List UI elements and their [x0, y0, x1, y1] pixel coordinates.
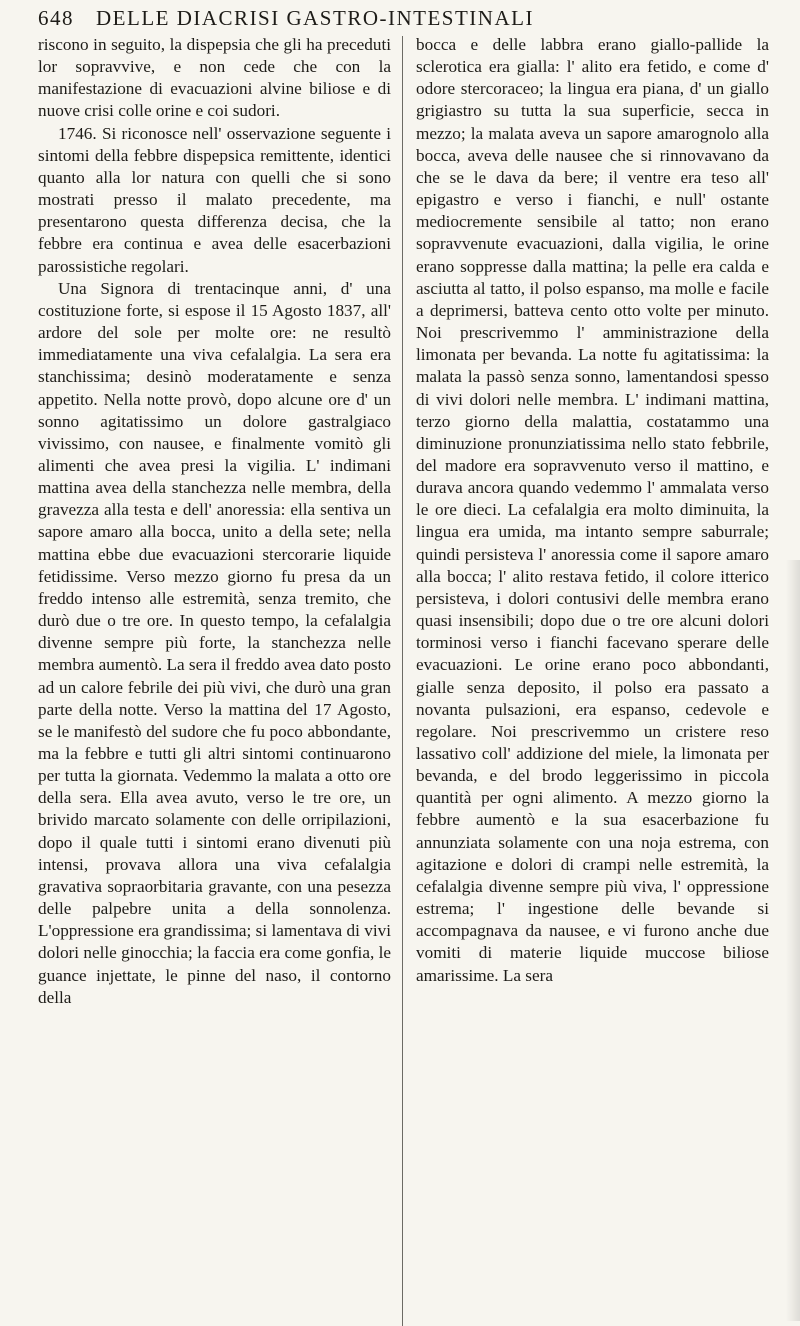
page-edge-shadow	[786, 560, 800, 1321]
left-column	[38, 34, 391, 1009]
right-column	[416, 34, 769, 987]
paragraph-continued: riscono in seguito, la dispepsia che gli ha preceduti lor sopravvive, e non cede che con la manifestazione di evacuazioni alvine biliose e di nuove crisi colle orine e coi sudori.	[38, 35, 391, 121]
column-divider	[402, 36, 403, 1326]
paragraph-case-report: Una Signora di trentacinque anni, d' una costituzione forte, si espose il 15 Agosto 1837, all' ardore del sole per molte ore: ne resultò immediatamente una viva cefalalgia. La sera era stanchissima; desinò moderatamente e senza appetito. Nella notte provò, dopo alcune ore d' un sonno agitatissimo un dolore gastralgiaco vivissimo, con nausee, e finalmente vomitò gli alimenti che avea presi la vigilia. L' indimani mattina avea della stanchezza nelle membra, della gravezza alla testa e dell' anoressia: ella sentiva un sapore amaro alla bocca, unito a della sete; nella mattina ebbe due evacuazioni stercorarie liquide fetidissime. Verso mezzo giorno fu presa da un freddo intenso alle estremità, senza tremito, che durò due o tre ore. In questo tempo, la cefalalgia divenne sempre più forte, la stanchezza nelle membra aumentò. La sera il freddo avea dato posto ad un calore febrile dei più vivi, che durò una gran parte della notte. Verso la mattina del 17 Agosto, se le manifestò del sudore che fu poco abbondante, ma la febbre e tutti gli altri sintomi continuarono per tutta la giornata. Vedemmo la malata a otto ore della sera. Ella avea avuto, verso le tre ore, un brivido marcato solamente con delle orripilazioni, dopo il quale tutti i sintomi erano divenuti più intensi, provava allora una viva cefalalgia gravativa sopraorbitaria gravante, con una pesezza delle palpebre unita a della sonnolenza. L'oppressione era grandissima; si lamentava di vivi dolori nelle ginocchia; la faccia era come gonfia, le guance injettate, le pinne del naso, il contorno della	[38, 278, 391, 1007]
running-head	[38, 6, 760, 34]
running-title: DELLE DIACRISI GASTRO-INTESTINALI	[96, 6, 534, 30]
paragraph-case-report-continued: bocca e delle labbra erano giallo-pallide la sclerotica era gialla: l' alito era fetido, e come d' odore stercoraceo; la lingua era piana, d' un giallo grigiastro su tutta la sua superficie, secca in mezzo; la malata aveva un sapore amarognolo alla bocca, aveva delle nausee che si rinnovavano da che se le dava da bere; il ventre era teso all' epigastro e verso i fianchi, e null' ostante mediocremente sensibile al tatto; non erano sopravvenute evacuazioni, dalla vigilia, le orine erano soppresse dalla mattina; la pelle era calda e asciutta al tatto, il polso espanso, ma molle e facile a deprimersi, batteva cento otto volte per minuto. Noi prescrivemmo l' amministrazione della limonata per bevanda. La notte fu agitatissima: la malata la passò senza sonno, lamentandosi spesso di vivi dolori nelle membra. L' indimani mattina, terzo giorno della malattia, costatammo una diminuzione pronunziatissima nello stato febbrile, del madore era sopravvenuto verso il mattino, e durava ancora quando vedemmo l' ammalata verso le ore dieci. La cefalalgia era molto diminuita, la lingua era umida, ma intanto sempre saburrale; quindi persisteva l' anoressia come il sapore amaro alla bocca; l' alito restava fetido, il colore itterico persisteva, i dolori contusivi delle membra erano quasi insensibili; dopo due o tre ore alcuni dolori torminosi verso i fianchi facevano sperare delle evacuazioni. Le orine erano poco abbondanti, gialle senza deposito, il polso era passato a novanta pulsazioni, era espanso, cedevole e regolare. Noi prescrivemmo un cristere reso lassativo coll' addizione del miele, la limonata per bevanda, e del brodo leggerissimo in piccola quantità per ogni alimento. A mezzo giorno la febbre aumentò e la sua esacerbazione fu annunziata solamente con una noja estrema, con agitazione e dolori di crampi nelle estremità, la cefalalgia divenne sempre più viva, l' oppressione estrema; l' ingestione delle bevande si accompagnava da nausee, e vi furono anche due vomiti di materie liquide muccose biliose amarissime. La sera	[416, 35, 769, 985]
page-number: 648	[38, 6, 74, 30]
paragraph-1746: 1746. Si riconosce nell' osservazione seguente i sintomi della febbre dispepsica remittente, identici quanto alla lor natura con quelli che si sono mostrati presso il malato precedente, ma presentarono questa differenza decisa, che la febbre era continua e avea delle esacerbazioni parossistiche regolari.	[38, 123, 391, 276]
text-columns	[38, 34, 772, 1314]
